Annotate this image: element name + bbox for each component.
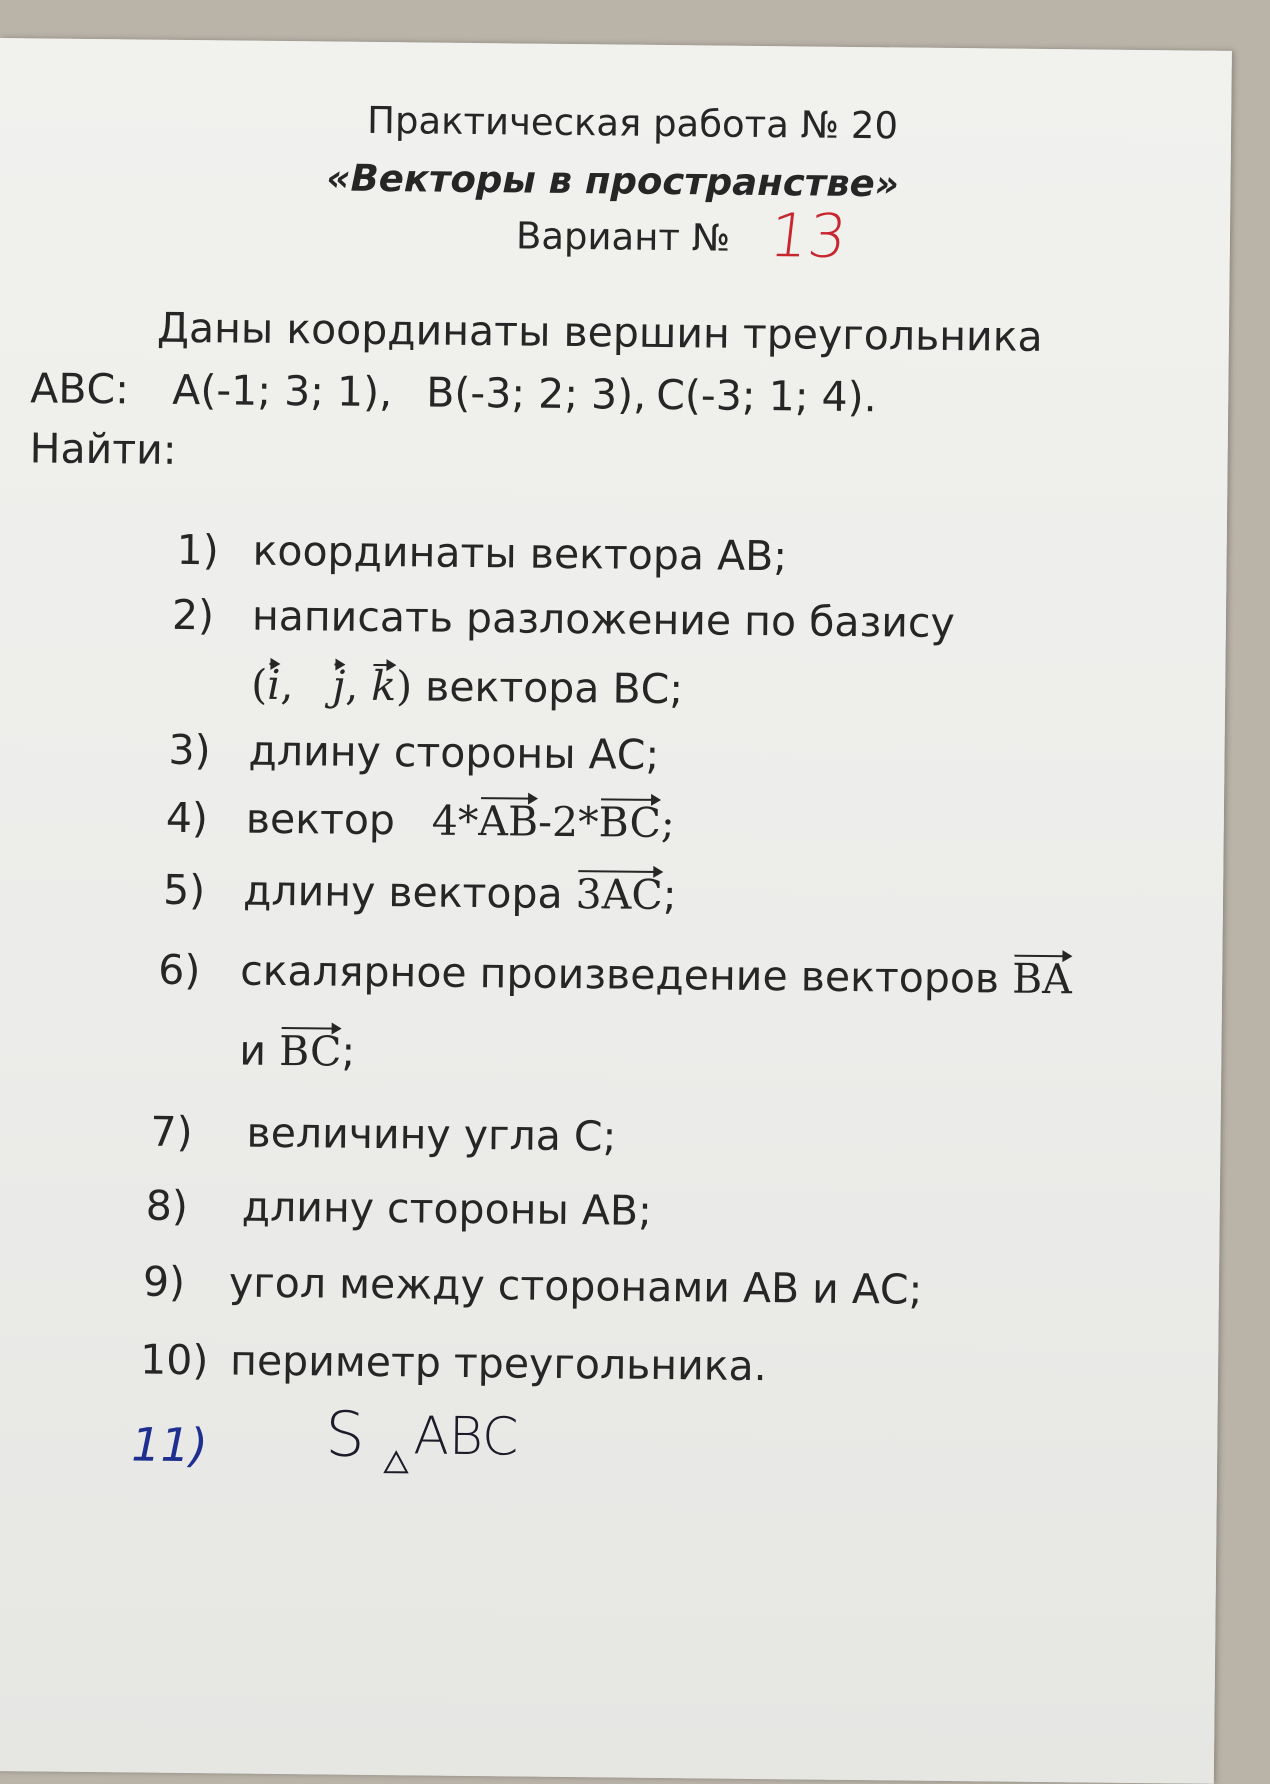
task-number-9: 9)	[142, 1257, 186, 1307]
basis-i: i	[266, 660, 281, 709]
task-2-tail: вектора ВС;	[411, 662, 684, 714]
vector-ba: BA	[1011, 954, 1073, 1004]
task-4-coef-2: -2*	[537, 797, 599, 847]
page-title: Практическая работа № 20	[366, 98, 899, 148]
handwritten-abc: ABC	[413, 1406, 519, 1468]
paper-sheet	[0, 38, 1232, 1784]
intro-line: Даны координаты вершин треугольника	[156, 303, 1043, 361]
handwritten-area-s: S	[325, 1397, 366, 1471]
task-6-line	[239, 946, 1073, 1004]
task-text-1: координаты вектора АВ;	[252, 526, 788, 581]
task-number-8: 8)	[145, 1181, 189, 1231]
basis-k: k	[371, 661, 397, 711]
triangle-icon	[383, 1450, 409, 1474]
task-number-10: 10)	[139, 1335, 209, 1385]
task-4-expression	[431, 796, 675, 848]
task-text-4: вектор	[245, 794, 396, 845]
point-b: В(-3; 2; 3),	[426, 368, 647, 419]
task-2-basis: (i, j, k) вектора ВС;	[250, 660, 684, 714]
task-number-1: 1)	[176, 525, 219, 575]
task-text-8: длину стороны АВ;	[241, 1182, 653, 1235]
task-6-line-2	[239, 1026, 356, 1076]
find-label: Найти:	[29, 424, 177, 474]
variant-number-handwritten: 13	[765, 201, 851, 272]
task-4-end: ;	[660, 798, 675, 848]
task-number-5: 5)	[162, 865, 206, 915]
page-subtitle: «Векторы в пространстве»	[326, 156, 899, 206]
triangle-label: АВС:	[30, 364, 130, 414]
task-number-6: 6)	[158, 945, 201, 995]
vector-bc-2: BC	[278, 1026, 342, 1076]
basis-close: )	[395, 662, 413, 711]
task-text-3: длину стороны АС;	[248, 726, 660, 779]
point-c: С(-3; 1; 4).	[656, 370, 877, 422]
task-4-coef-1: 4*	[431, 796, 479, 846]
task-text-2: написать разложение по базису	[251, 591, 956, 648]
vector-ab: AB	[478, 797, 539, 846]
vector-bc: BC	[598, 798, 662, 847]
task-5-end: ;	[662, 870, 677, 920]
task-text-6: скалярное произведение векторов	[239, 946, 1013, 1003]
task-5-line	[242, 866, 677, 920]
variant-label: Вариант №	[515, 214, 731, 260]
task-number-7: 7)	[150, 1107, 193, 1157]
task-number-3: 3)	[168, 725, 211, 775]
vector-3ac: 3AC	[575, 870, 664, 919]
task-6-end: ;	[341, 1027, 356, 1076]
task-text-10: периметр треугольника.	[229, 1336, 767, 1391]
task-number-2: 2)	[171, 590, 215, 640]
task-6-and: и	[239, 1026, 280, 1075]
basis-j: j	[332, 661, 346, 710]
basis-open: (	[250, 660, 268, 709]
task-text-5: длину вектора	[242, 866, 576, 919]
task-number-4: 4)	[165, 793, 209, 843]
task-text-7: величину угла С;	[246, 1108, 617, 1161]
task-text-9: угол между сторонами АВ и АС;	[228, 1258, 923, 1314]
point-a: А(-1; 3; 1),	[172, 365, 393, 417]
handwritten-number-11: 11)	[130, 1417, 209, 1473]
